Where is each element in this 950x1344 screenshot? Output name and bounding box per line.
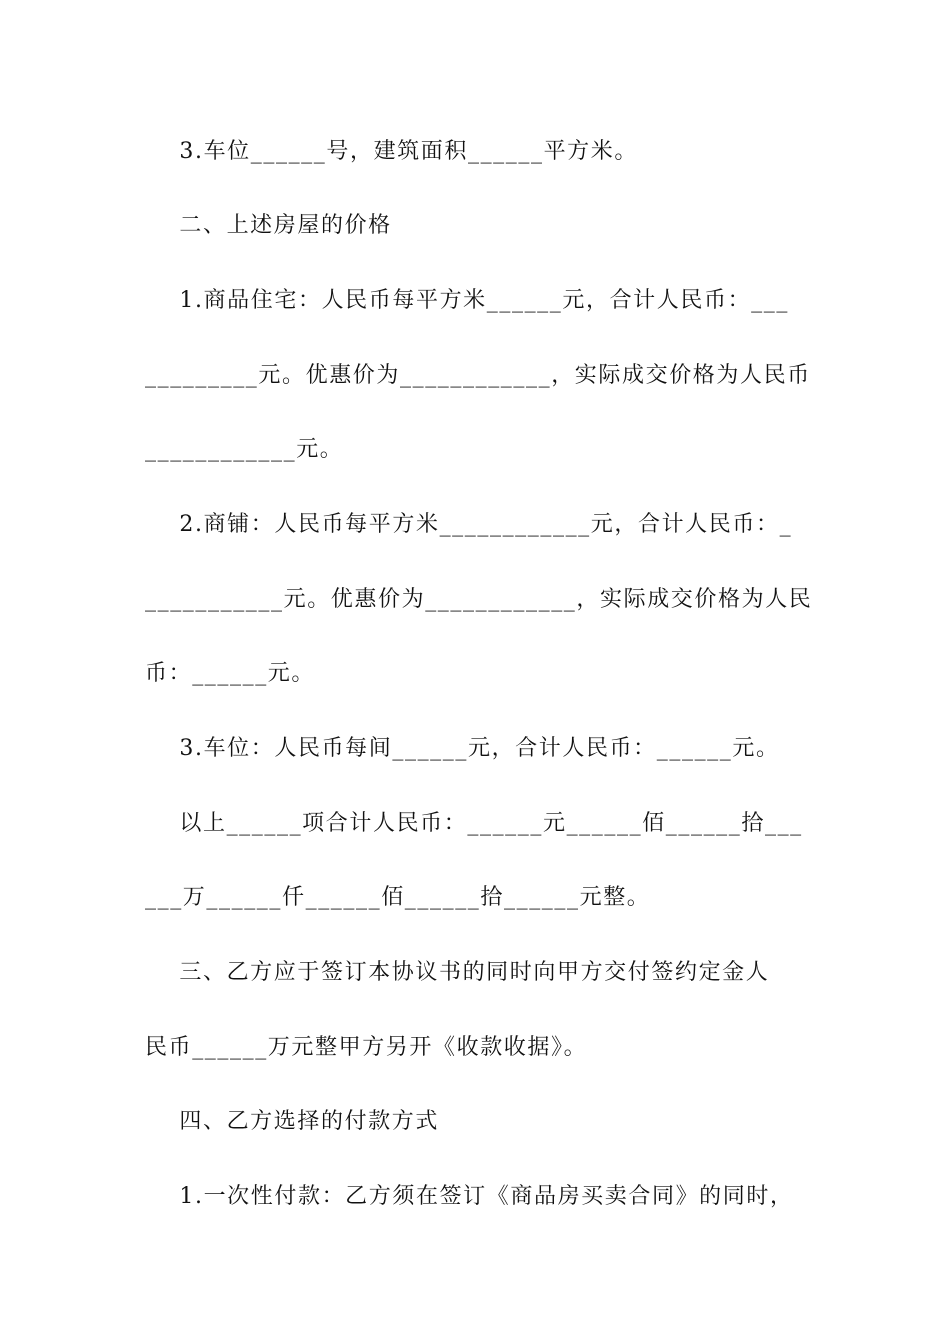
text-line: ____________元。 <box>145 437 344 462</box>
text-line: ___万______仟______佰______拾______元整。 <box>145 885 651 910</box>
text-line: 3.车位______号，建筑面积______平方米。 <box>145 139 638 164</box>
text-line: ___________元。优惠价为____________，实际成交价格为人民 <box>145 587 813 612</box>
text-line: 1.一次性付款：乙方须在签订《商品房买卖合同》的同时， <box>145 1184 794 1209</box>
text-line: 三、乙方应于签订本协议书的同时向甲方交付签约定金人 <box>145 960 770 985</box>
text-line: 2.商铺：人民币每平方米____________元，合计人民币：_ <box>145 512 793 537</box>
text-line: 以上______项合计人民币：______元______佰______拾___ <box>145 811 803 836</box>
section-heading: 二、上述房屋的价格 <box>145 213 392 238</box>
text-line: _________元。优惠价为____________，实际成交价格为人民币 <box>145 363 811 388</box>
section-heading: 四、乙方选择的付款方式 <box>145 1109 439 1134</box>
text-line: 民币______万元整甲方另开《收款收据》。 <box>145 1035 588 1060</box>
text-line: 3.车位：人民币每间______元，合计人民币：______元。 <box>145 736 780 761</box>
text-line: 币：______元。 <box>145 661 316 686</box>
text-line: 1.商品住宅：人民币每平方米______元，合计人民币：___ <box>145 288 789 313</box>
